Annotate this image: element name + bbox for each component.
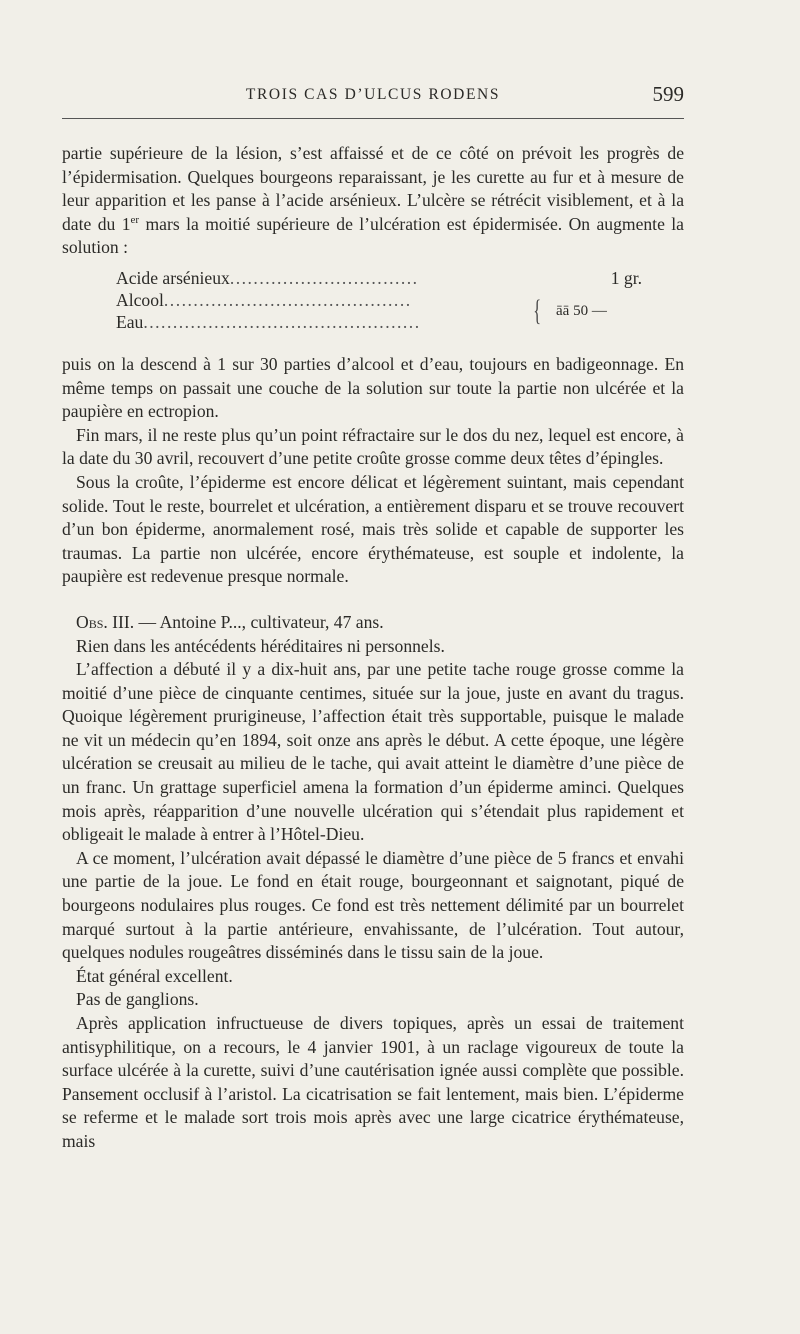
formula-shared-dose: āā 50 —	[556, 302, 607, 319]
formula-row-acide	[116, 267, 419, 289]
paragraph-11: Après application infructueuse de divers topiques, après un essai de traitement antisyphilitique, on a recours, le 4 janvier 1901, à un raclage vigoureux de toute la surface ulcérée à la curette, suivi d’une cautérisation ignée aussi complète que possible. Pansement occlusif à l’aristol. La cicatrisation se fait lentement, mais bien. L’épiderme se referme et le malade sort trois mois après avec une large cicatrice érythémateuse, mais	[62, 1013, 684, 1151]
formula-ingredient: Eau	[116, 311, 144, 332]
paragraph-4: Sous la croûte, l’épiderme est encore délicat et légèrement suintant, mais cependant solide. Tout le reste, bourrelet et ulcération, a entièrement disparu et se trouve recouvert d’un bon épiderme, anormalement rosé, mais très solide et capable de supporter les traumas. La partie non ulcérée, encore érythémateuse, est souple et indolente, la paupière est redevenue presque normale.	[62, 471, 684, 587]
formula-ingredient: Acide arsénieux	[116, 267, 230, 288]
paragraph-2: puis on la descend à 1 sur 30 parties d’alcool et d’eau, toujours en badigeonnage. En même temps on passait une couche de la solution sur toute la partie non ulcérée et la paupière en ectropion.	[62, 353, 684, 422]
observation-label: Obs. III.	[76, 611, 135, 632]
formula-row-alcool	[116, 289, 412, 311]
formula-dose: 1 gr.	[610, 267, 642, 288]
paragraph-10: Pas de ganglions.	[76, 989, 199, 1010]
paragraph-1: partie supérieure de la lésion, s’est affaissé et de ce côté on prévoit les progrès de l’épidermisation. Quelques bourgeons reparaissant, je les curette au fur et à mesure de leur apparition et les panse à l’acide arsénieux. L’ulcère se rétrécit visiblement, et à la date du 1er mars la moitié supérieure de l’ulcération est épidermisée. On augmente la solution :	[62, 143, 684, 258]
paragraph-8: A ce moment, l’ulcération avait dépassé le diamètre d’une pièce de 5 francs et envahi une partie de la joue. Le fond en était rouge, bourgeonnant et saignotant, piqué de bourgeons nodulaires plus rouges. Ce fond est très nettement délimité par un bourrelet marqué surtout à la partie antérieure, envahissante, de l’ulcération. Tout autour, quelques nodules rougeâtres disséminés dans le tissu sain de la joue.	[62, 847, 684, 963]
paragraph-7: L’affection a débuté il y a dix-huit ans, par une petite tache rouge grosse comme la moitié d’une pièce de cinquante centimes, située sur la joue, juste en avant du tragus. Quoique légèrement prurigineuse, l’affection était très supportable, puisque le malade ne vit un médecin qu’en 1894, soit onze ans après le début. A cette époque, une légère ulcération se creusait au milieu de le tache, qui avait atteint le diamètre d’une pièce de un franc. Un grattage superficiel amena la formation d’un épiderme aminci. Quelques mois après, réapparition d’une nouvelle ulcération qui s’étendait plus rapidement et obligeait le malade à entrer à l’Hôtel-Dieu.	[62, 659, 684, 845]
formula-row-eau	[116, 311, 421, 333]
superscript-er: er	[130, 213, 140, 226]
running-title: TROIS CAS D’ULCUS RODENS	[245, 86, 501, 103]
paragraph-6: Rien dans les antécédents héréditaires ni personnels.	[76, 635, 445, 656]
paragraph-9: État général excellent.	[76, 965, 233, 986]
brace-symbol: {	[533, 293, 542, 327]
page-number: 599	[652, 82, 684, 106]
body-text	[62, 142, 684, 1154]
running-header	[62, 82, 684, 108]
header-rule	[62, 118, 684, 119]
paragraph-3: Fin mars, il ne reste plus qu’un point réfractaire sur le dos du nez, lequel est encore, à la date du 30 avril, recouvert d’une petite croûte grosse comme deux têtes d’épingles.	[62, 424, 684, 469]
leader-dots: ................................	[229, 267, 419, 288]
observation-heading: Obs. III. — Antoine P..., cultivateur, 47 ans.	[76, 611, 384, 632]
formula-block	[62, 267, 684, 345]
formula-ingredient: Alcool	[116, 289, 164, 310]
leader-dots: ...............................................	[143, 311, 421, 332]
leader-dots: ..........................................	[163, 289, 412, 310]
